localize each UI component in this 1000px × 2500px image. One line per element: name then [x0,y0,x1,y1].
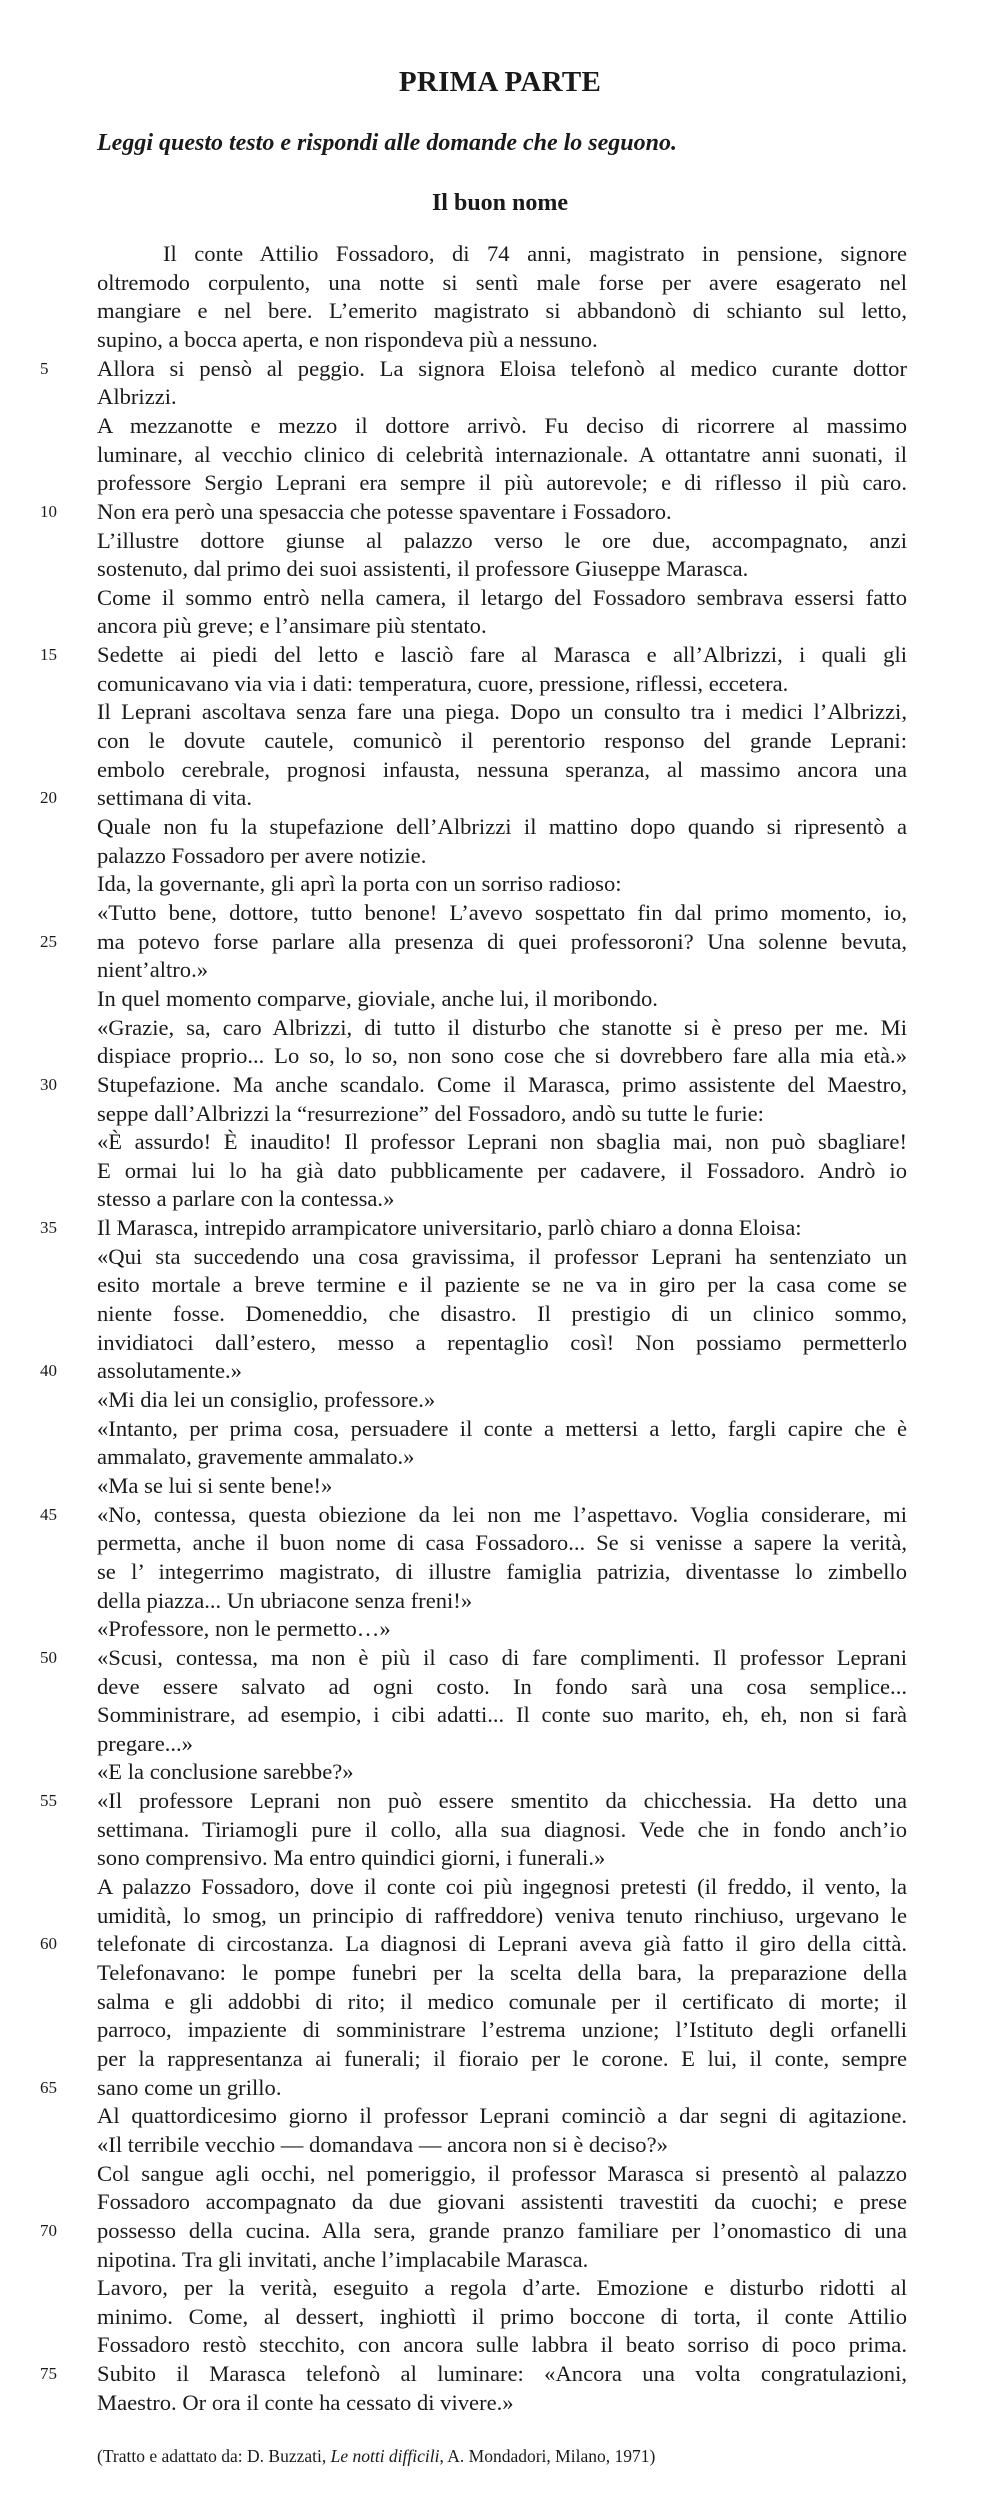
line-number: 50 [40,1647,57,1667]
text-line: assolutamente.» [97,1358,242,1384]
text-line: salma e gli addobbi di rito; il medico comunale per il certificato di morte; il [97,1988,907,2014]
text-line: Albrizzi. [97,384,177,410]
line-number: 55 [40,1791,57,1811]
text-line: Al quattordicesimo giorno il professor Leprani cominciò a dar segni di agitazione. [97,2103,907,2129]
text-line: «Il professore Leprani non può essere smentito da chicchessia. Ha detto una [97,1788,907,1814]
text-line: seppe dall’Albrizzi la “resurrezione” del Fossadoro, andò su tutte le furie: [97,1100,764,1126]
text-line: professore Sergio Leprani era sempre il più autorevole; e di riflesso il più caro. [97,470,907,496]
line-number: 75 [40,2364,57,2384]
text-line: «Grazie, sa, caro Albrizzi, di tutto il disturbo che stanotte si è preso per me. Mi [97,1014,907,1040]
text-line: invidiatoci dall’estero, messo a repentaglio così! Non possiamo permetterlo [97,1329,907,1355]
text-line: Stupefazione. Ma anche scandalo. Come il Marasca, primo assistente del Maestro, [97,1071,907,1097]
source-book-title: Le notti difficili [330,2446,440,2466]
text-line: per la rappresentanza ai funerali; il fioraio per le corone. E lui, il conte, sempre [97,2045,907,2071]
text-line: «Intanto, per prima cosa, persuadere il conte a mettersi a letto, fargli capire che è [97,1415,907,1441]
text-line: della piazza... Un ubriacone senza freni!» [97,1587,473,1613]
text-line: deve essere salvato ad ogni costo. In fondo sarà una cosa semplice... [97,1673,907,1699]
text-line: sano come un grillo. [97,2074,282,2100]
text-line: dispiace proprio... Lo so, lo so, non sono cose che si dovrebbero fare alla mia età.» [97,1043,907,1069]
text-line: Col sangue agli occhi, nel pomeriggio, il professor Marasca si presentò al palazzo [97,2160,907,2186]
text-line: nient’altro.» [97,957,209,983]
line-number: 5 [40,358,49,378]
line-number: 40 [40,1361,57,1381]
text-line: Ida, la governante, gli aprì la porta con un sorriso radioso: [97,871,622,897]
text-line: In quel momento comparve, gioviale, anche lui, il moribondo. [97,985,658,1011]
text-line: settimana di vita. [97,785,252,811]
text-line: Telefonavano: le pompe funebri per la scelta della bara, la preparazione della [97,1960,907,1985]
page-title: PRIMA PARTE [398,66,602,98]
text-line: comunicavano via via i dati: temperatura, cuore, pressione, riflessi, eccetera. [97,670,789,696]
text-line: pregare...» [97,1730,193,1756]
text-line: oltremodo corpulento, una notte si sentì male forse per avere esagerato nel [97,269,907,295]
text-line: E ormai lui lo ha già dato pubblicamente per cadavere, il Fossadoro. Andrò io [97,1157,907,1183]
text-line: luminare, al vecchio clinico di celebrità internazionale. A ottantatre anni suonati, il [97,441,907,467]
text-line: «Professore, non le permetto…» [97,1616,391,1642]
text-line: «Ma se lui si sente bene!» [97,1472,333,1498]
text-line: telefonate di circostanza. La diagnosi di Leprani aveva già fatto il giro della città. [97,1931,907,1957]
line-number: 25 [40,931,57,951]
text-line: «Mi dia lei un consiglio, professore.» [97,1387,436,1412]
line-number: 30 [40,1074,57,1094]
text-line: Fossadoro accompagnato da due giovani assistenti travestiti da cuochi; e prese [97,2189,907,2215]
text-line: «Tutto bene, dottore, tutto benone! L’avevo sospettato fin dal primo momento, io, [97,899,907,925]
source-citation: (Tratto e adattato da: D. Buzzati, Le notti difficili, A. Mondadori, Milano, 1971) [97,2446,656,2466]
text-line: Lavoro, per la verità, eseguito a regola d’arte. Emozione e disturbo ridotti al [97,2275,907,2301]
line-number: 20 [40,788,57,808]
text-line: A palazzo Fossadoro, dove il conte coi più ingegnosi pretesti (il freddo, il vento, la [97,1874,907,1900]
text-line: ancora più greve; e l’ansimare più stentato. [97,613,487,639]
text-line: «È assurdo! È inaudito! Il professor Leprani non sbaglia mai, non può sbagliare! [97,1129,907,1155]
text-line: Il conte Attilio Fossadoro, di 74 anni, magistrato in pensione, signore [163,241,907,266]
text-line: A mezzanotte e mezzo il dottore arrivò. Fu deciso di ricorrere al massimo [97,412,907,438]
text-line: mangiare e nel bere. L’emerito magistrato si abbandonò di schianto sul letto, [97,298,907,324]
text-line: «Scusi, contessa, ma non è più il caso di fare complimenti. Il professor Leprani [97,1644,907,1670]
text-line: sostenuto, dal primo dei suoi assistenti, il professore Giuseppe Marasca. [97,556,749,582]
text-line: con le dovute cautele, comunicò il perentorio responso del grande Leprani: [97,728,907,754]
text-line: stesso a parlare con la contessa.» [97,1186,395,1212]
line-number: 35 [40,1218,57,1238]
text-line: permetta, anche il buon nome di casa Fossadoro... Se si venisse a sapere la verità, [97,1530,907,1556]
line-number: 60 [40,1934,57,1954]
text-line: Quale non fu la stupefazione dell’Albrizzi il mattino dopo quando si ripresentò a [97,814,907,839]
text-line: Somministrare, ad esempio, i cibi adatti... Il conte suo marito, eh, eh, non si farà [97,1702,907,1728]
text-line: sono comprensivo. Ma entro quindici giorni, i funerali.» [97,1845,606,1871]
story-title: Il buon nome [431,190,569,216]
text-line: «E la conclusione sarebbe?» [97,1759,354,1785]
text-line: esito mortale a breve termine e il paziente se ne va in giro per la casa come se [97,1272,907,1298]
text-line: «Il terribile vecchio — domandava — ancora non si è deciso?» [97,2131,668,2157]
line-number: 70 [40,2220,57,2240]
text-line: Il Marasca, intrepido arrampicatore universitario, parlò chiaro a donna Eloisa: [97,1215,802,1241]
text-line: ma potevo forse parlare alla presenza di quei professoroni? Una solenne bevuta, [97,928,907,954]
text-line: supino, a bocca aperta, e non rispondeva più a nessuno. [97,326,598,352]
text-line: Il Leprani ascoltava senza fare una piega. Dopo un consulto tra i medici l’Albrizzi, [97,699,907,725]
line-number: 65 [40,2077,57,2097]
text-line: Non era però una spesaccia che potesse spaventare i Fossadoro. [97,498,672,524]
text-line: umidità, lo smog, un principio di raffreddore) veniva tenuto rinchiuso, urgevano le [97,1902,907,1928]
text-line: Allora si pensò al peggio. La signora Eloisa telefonò al medico curante dottor [97,355,907,381]
line-number: 10 [40,501,57,521]
text-line: se l’ integerrimo magistrato, di illustre famiglia patrizia, diventasse lo zimbello [97,1558,907,1584]
text-line: ammalato, gravemente ammalato.» [97,1444,415,1470]
text-line: nipotina. Tra gli invitati, anche l’implacabile Marasca. [97,2246,589,2272]
text-line: «No, contessa, questa obiezione da lei non me l’aspettavo. Voglia considerare, mi [97,1501,907,1527]
text-line: palazzo Fossadoro per avere notizie. [97,842,427,868]
text-line: Maestro. Or ora il conte ha cessato di vivere.» [97,2389,514,2415]
text-line: possesso della cucina. Alla sera, grande pranzo familiare per l’onomastico di una [97,2217,907,2243]
text-line: L’illustre dottore giunse al palazzo verso le ore due, accompagnato, anzi [97,527,907,553]
text-line: embolo cerebrale, prognosi infausta, nessuna speranza, al massimo ancora una [97,756,907,782]
instruction-text: Leggi questo testo e rispondi alle domande che lo seguono. [97,130,677,156]
text-line: minimo. Come, al dessert, inghiottì il primo boccone di torta, il conte Attilio [97,2303,907,2329]
text-line: Subito il Marasca telefonò al luminare: «Ancora una volta congratulazioni, [97,2361,907,2387]
text-line: Come il sommo entrò nella camera, il letargo del Fossadoro sembrava essersi fatto [97,584,907,610]
text-line: «Qui sta succedendo una cosa gravissima, il professor Leprani ha sentenziato un [97,1243,907,1269]
line-number: 45 [40,1504,57,1524]
line-number: 15 [40,645,57,665]
text-line: settimana. Tiriamogli pure il collo, alla sua diagnosi. Vede che in fondo anch’io [97,1816,907,1842]
text-line: Fossadoro restò stecchito, con ancora sulle labbra il beato sorriso di poco prima. [97,2332,907,2358]
text-line: Sedette ai piedi del letto e lasciò fare al Marasca e all’Albrizzi, i quali gli [97,642,907,668]
text-line: niente fosse. Domeneddio, che disastro. Il prestigio di un clinico sommo, [97,1301,907,1327]
text-line: parroco, impaziente di somministrare l’estrema unzione; l’Istituto degli orfanelli [97,2017,907,2043]
